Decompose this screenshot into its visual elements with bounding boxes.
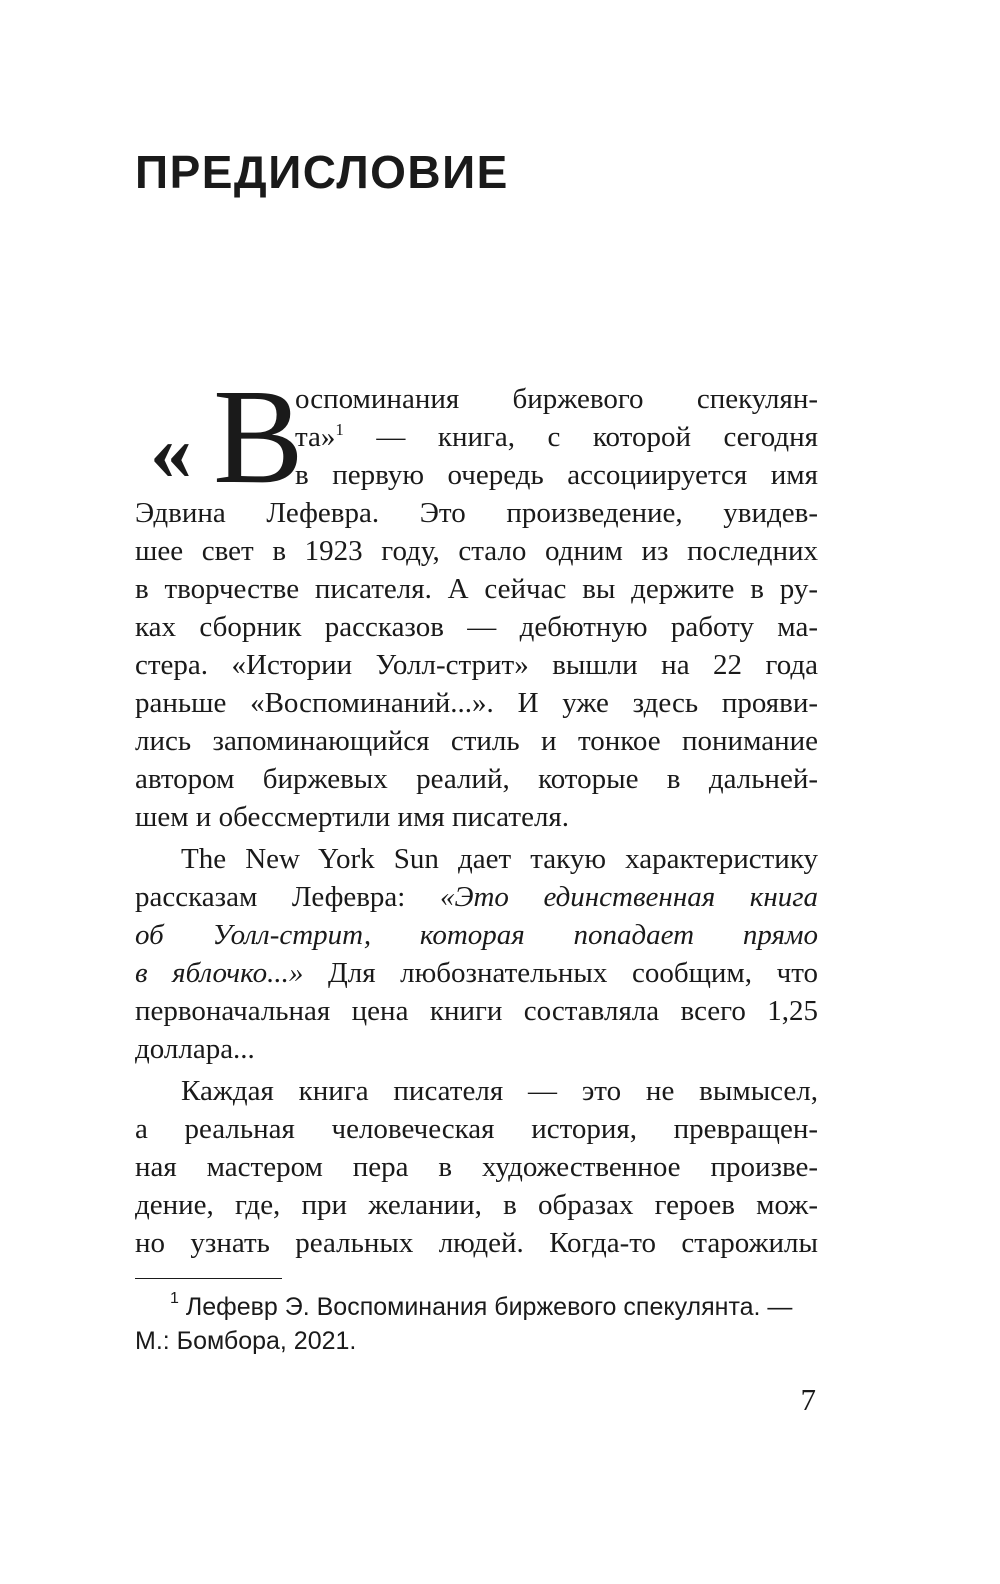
text-line: в творчестве писателя. А сейчас вы держите в ру-: [135, 573, 818, 605]
text-line: та»$^1$ — книга, с которой сегодня: [295, 420, 819, 453]
text-line: рассказам Лефевра: «Это единственная книга: [135, 881, 819, 913]
quote-italic: в яблочко...»: [135, 957, 304, 989]
footnote: $^1$ Лефевр Э. Воспоминания биржевого спекулянта. —: [170, 1290, 793, 1321]
page-title: ПРЕДИСЛОВИЕ: [135, 146, 509, 198]
quote-italic: «Это единственная книга: [439, 881, 819, 913]
text-line: ках сборник рассказов — дебютную работу ма-: [135, 611, 818, 643]
text-line: раньше «Воспоминаний...». И уже здесь прояви-: [135, 687, 818, 719]
text-line: стера. «Истории Уолл-стрит» вышли на 22 года: [135, 649, 818, 681]
text-line: оспоминания биржевого спекулян-: [295, 383, 818, 415]
text-line: дение, где, при желании, в образах героев мож-: [135, 1189, 818, 1221]
footnote-marker: 1: [170, 1290, 179, 1307]
text-line: ная мастером пера в художественное произве-: [135, 1151, 818, 1183]
dropcap-letter: В: [213, 362, 304, 512]
text-line: автором биржевых реалий, которые в дальней-: [135, 763, 818, 795]
footnote-continuation: М.: Бомбора, 2021.: [135, 1327, 357, 1355]
text-line: шее свет в 1923 году, стало одним из последних: [135, 535, 818, 567]
text-line: доллара...: [135, 1033, 255, 1065]
footnote-reference: 1: [335, 420, 344, 439]
text-line: Каждая книга писателя — это не вымысел,: [181, 1075, 818, 1107]
text-line: в первую очередь ассоциируется имя: [295, 459, 818, 491]
text-line: лись запоминающийся стиль и тонкое понимание: [135, 725, 818, 757]
text-line: первоначальная цена книги составляла всего 1,25: [135, 995, 818, 1027]
page-number: 7: [800, 1382, 816, 1417]
text-line: но узнать реальных людей. Когда-то старожилы: [135, 1227, 818, 1259]
text-line: Эдвина Лефеврa. Это произведение, увидев-: [135, 497, 818, 529]
text-line: а реальная человеческая история, превращен-: [135, 1113, 818, 1145]
text-line: об Уолл-стрит, которая попадает прямо: [135, 919, 818, 951]
dropcap-quote: «: [150, 405, 192, 498]
footnote-divider: [135, 1278, 282, 1279]
text-line: The New York Sun дает такую характеристику: [181, 843, 818, 875]
text-line: в яблочко...» Для любознательных сообщим, что: [135, 957, 819, 989]
text-line: шем и обессмертили имя писателя.: [135, 801, 570, 833]
